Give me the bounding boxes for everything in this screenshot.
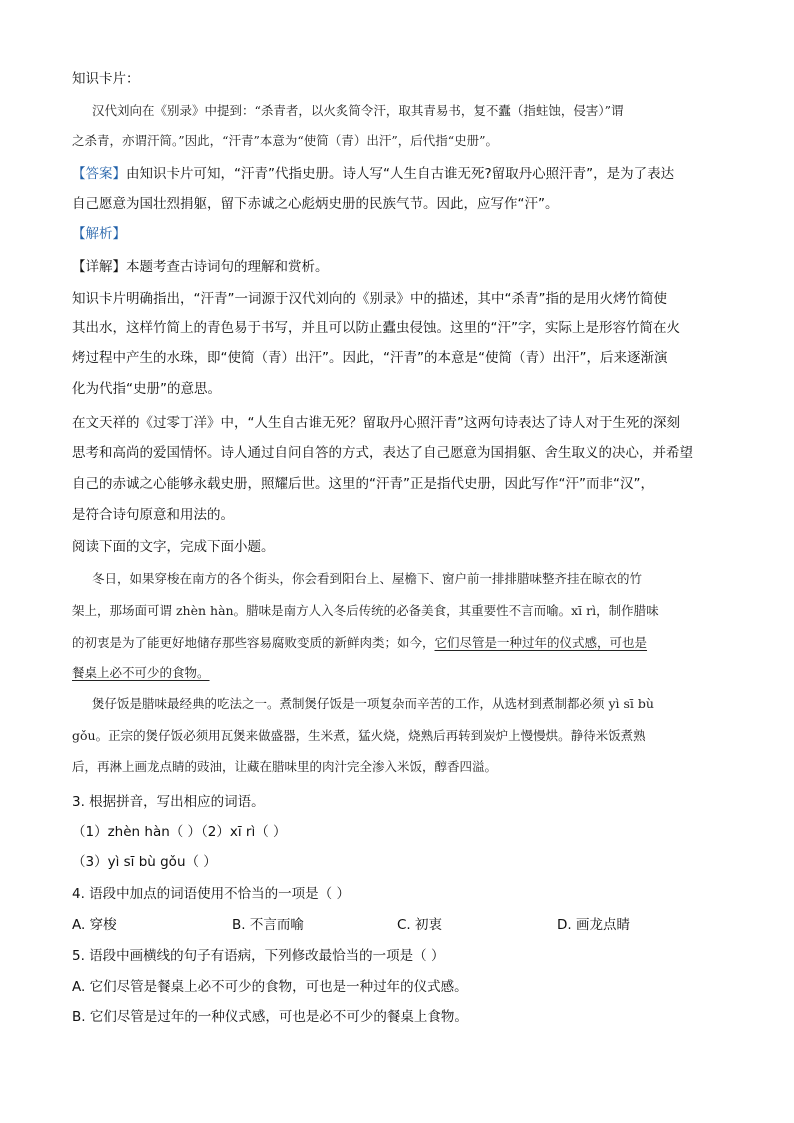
passage-p2-line-3: 后，再淋上画龙点睛的豉油，让藏在腊味里的肉汁完全渗入米饭，醇香四溢。 — [72, 759, 498, 774]
detail-p1-line-1: 知识卡片明确指出，“汗青”一词源于汉代刘向的《别录》中的描述，其中“杀青”指的是用火烤竹简使 — [72, 291, 667, 307]
detail-p2-line-2: 思考和高尚的爱国情怀。诗人通过自问自答的方式，表达了自己愿意为国捐躯、舍生取义的决心，并希望 — [72, 445, 693, 461]
q3-row-1: （1）zhèn hàn（ ）（2）xī rì（ ） — [72, 824, 287, 840]
q5-option-a: A. 它们尽管是餐桌上必不可少的食物，可也是一种过年的仪式感。 — [72, 979, 468, 995]
q4-option-d: D. 画龙点睛 — [557, 917, 630, 933]
detail-p2-line-3: 自己的赤诚之心能够永载史册，照耀后世。这里的“汗青”正是指代史册，因此写作“汗”而非“汉”， — [72, 476, 654, 492]
passage-p1-line-3 — [72, 633, 647, 651]
q4-option-c: C. 初衷 — [397, 917, 443, 933]
passage-p1-line-1: 冬日，如果穿梭在南方的各个街头，你会看到阳台上、屋檐下、窗户前一排排腊味整齐挂在晾衣的竹 — [92, 571, 643, 586]
q4-option-b: B. 不言而喻 — [232, 917, 304, 933]
analysis-tag: 【解析】 — [72, 226, 126, 242]
card-line-1: 汉代刘向在《别录》中提到：“杀青者，以火炙简令汗，取其青易书，复不蠹（指蛀蚀，侵害）”谓 — [92, 103, 624, 118]
detail-intro-line — [72, 255, 329, 275]
passage-p2-line-2: gǒu。正宗的煲仔饭必须用瓦煲来做盛器，生米煮，猛火烧，烧熟后再转到炭炉上慢慢烘。静待米饭煮熟 — [72, 728, 646, 743]
answer-text-1: 由知识卡片可知，“汗青”代指史册。诗人写“人生自古谁无死?留取丹心照汗青”，是为了表达 — [126, 166, 675, 182]
card-line-2: 之杀青，亦谓汗简。”因此，“汗青”本意为“使简（青）出汗”，后代指“史册”。 — [72, 133, 498, 148]
q3-row-2: （3）yì sī bù gǒu（ ） — [72, 854, 217, 870]
card-title: 知识卡片： — [72, 71, 140, 87]
answer-tag: 【答案】 — [72, 166, 126, 182]
q5-stem: 5. 语段中画横线的句子有语病，下列修改最恰当的一项是（ ） — [72, 948, 445, 964]
underlined-sentence-part-1: 它们尽管是一种过年的仪式感，可也是 — [434, 635, 648, 650]
q5-option-b: B. 它们尽管是过年的一种仪式感，可也是必不可少的餐桌上食物。 — [72, 1009, 468, 1025]
detail-tag: 【详解】 — [72, 259, 126, 275]
reading-intro: 阅读下面的文字，完成下面小题。 — [72, 539, 275, 555]
answer-line-1 — [72, 162, 674, 182]
q4-stem: 4. 语段中加点的词语使用不恰当的一项是（ ） — [72, 886, 350, 902]
detail-p1-line-4: 化为代指“史册”的意思。 — [72, 381, 221, 397]
detail-p2-line-4: 是符合诗句原意和用法的。 — [72, 507, 234, 523]
q3-stem: 3. 根据拼音，写出相应的词语。 — [72, 794, 265, 810]
answer-line-2: 自己愿意为国壮烈捐躯，留下赤诚之心彪炳史册的民族气节。因此，应写作“汗”。 — [72, 196, 559, 212]
detail-p2-line-1: 在文天祥的《过零丁洋》中，“人生自古谁无死？留取丹心照汗青”这两句诗表达了诗人对于生死的深刻 — [72, 415, 680, 431]
detail-p1-line-2: 其出水，这样竹简上的青色易于书写，并且可以防止蠹虫侵蚀。这里的“汗”字，实际上是形容竹简在火 — [72, 320, 680, 336]
passage-p2-line-1: 煲仔饭是腊味最经典的吃法之一。煮制煲仔饭是一项复杂而辛苦的工作，从选材到煮制都必须 yì sī bù — [92, 696, 654, 711]
detail-intro: 本题考查古诗词句的理解和赏析。 — [126, 259, 329, 275]
underlined-sentence-part-2: 餐桌上必不可少的食物。 — [72, 665, 210, 680]
detail-p1-line-3: 烤过程中产生的水珠，即“使简（青）出汗”。因此，“汗青”的本意是“使简（青）出汗”，后来逐渐演 — [72, 350, 668, 366]
q4-option-a: A. 穿梭 — [72, 917, 117, 933]
passage-p1-line-3-plain: 的初衷是为了能更好地储存那些容易腐败变质的新鲜肉类；如今， — [72, 635, 435, 650]
passage-p1-line-2: 架上，那场面可谓 zhèn hàn。腊味是南方人入冬后传统的必备美食，其重要性不言而喻。xī rì，制作腊味 — [72, 603, 659, 618]
